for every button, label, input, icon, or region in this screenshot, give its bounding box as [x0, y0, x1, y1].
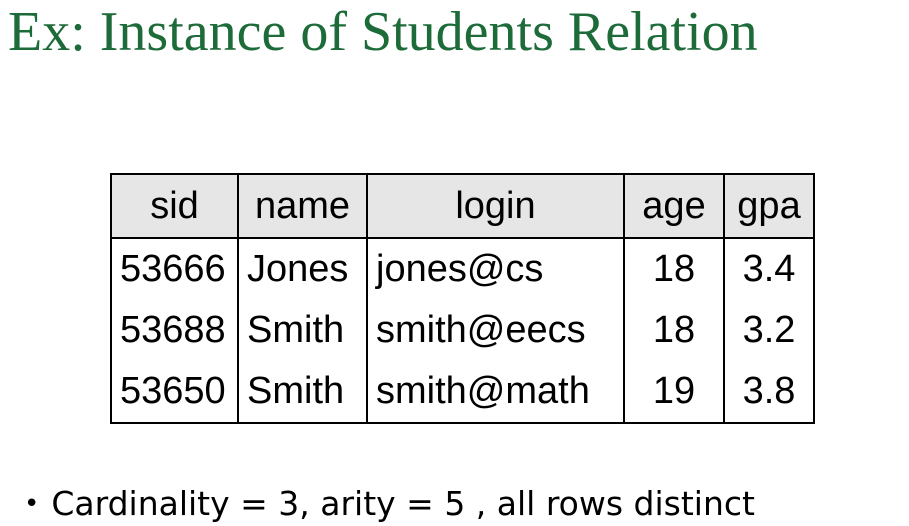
- table-header-row: [111, 174, 814, 238]
- bullet-marker: •: [24, 489, 40, 519]
- cell-gpa: 3.2: [724, 300, 814, 361]
- cell-login: jones@cs: [367, 238, 624, 300]
- cell-name: Smith: [238, 300, 367, 361]
- slide-title: Ex: Instance of Students Relation: [8, 1, 758, 63]
- column-header-age: age: [624, 174, 724, 238]
- table-row: [111, 361, 814, 423]
- cell-age: 18: [624, 300, 724, 361]
- cell-name: Smith: [238, 361, 367, 423]
- cell-login: smith@eecs: [367, 300, 624, 361]
- table-row: [111, 238, 814, 300]
- column-header-sid: sid: [111, 174, 238, 238]
- bullet-text: Cardinality = 3, arity = 5 , all rows distinct: [51, 484, 755, 523]
- bullet-point: [24, 482, 755, 526]
- cell-sid: 53650: [111, 361, 238, 423]
- cell-sid: 53688: [111, 300, 238, 361]
- cell-gpa: 3.4: [724, 238, 814, 300]
- cell-age: 19: [624, 361, 724, 423]
- table-row: [111, 300, 814, 361]
- column-header-name: name: [238, 174, 367, 238]
- students-relation-table: [110, 173, 815, 424]
- column-header-login: login: [367, 174, 624, 238]
- cell-login: smith@math: [367, 361, 624, 423]
- cell-gpa: 3.8: [724, 361, 814, 423]
- cell-age: 18: [624, 238, 724, 300]
- cell-name: Jones: [238, 238, 367, 300]
- cell-sid: 53666: [111, 238, 238, 300]
- column-header-gpa: gpa: [724, 174, 814, 238]
